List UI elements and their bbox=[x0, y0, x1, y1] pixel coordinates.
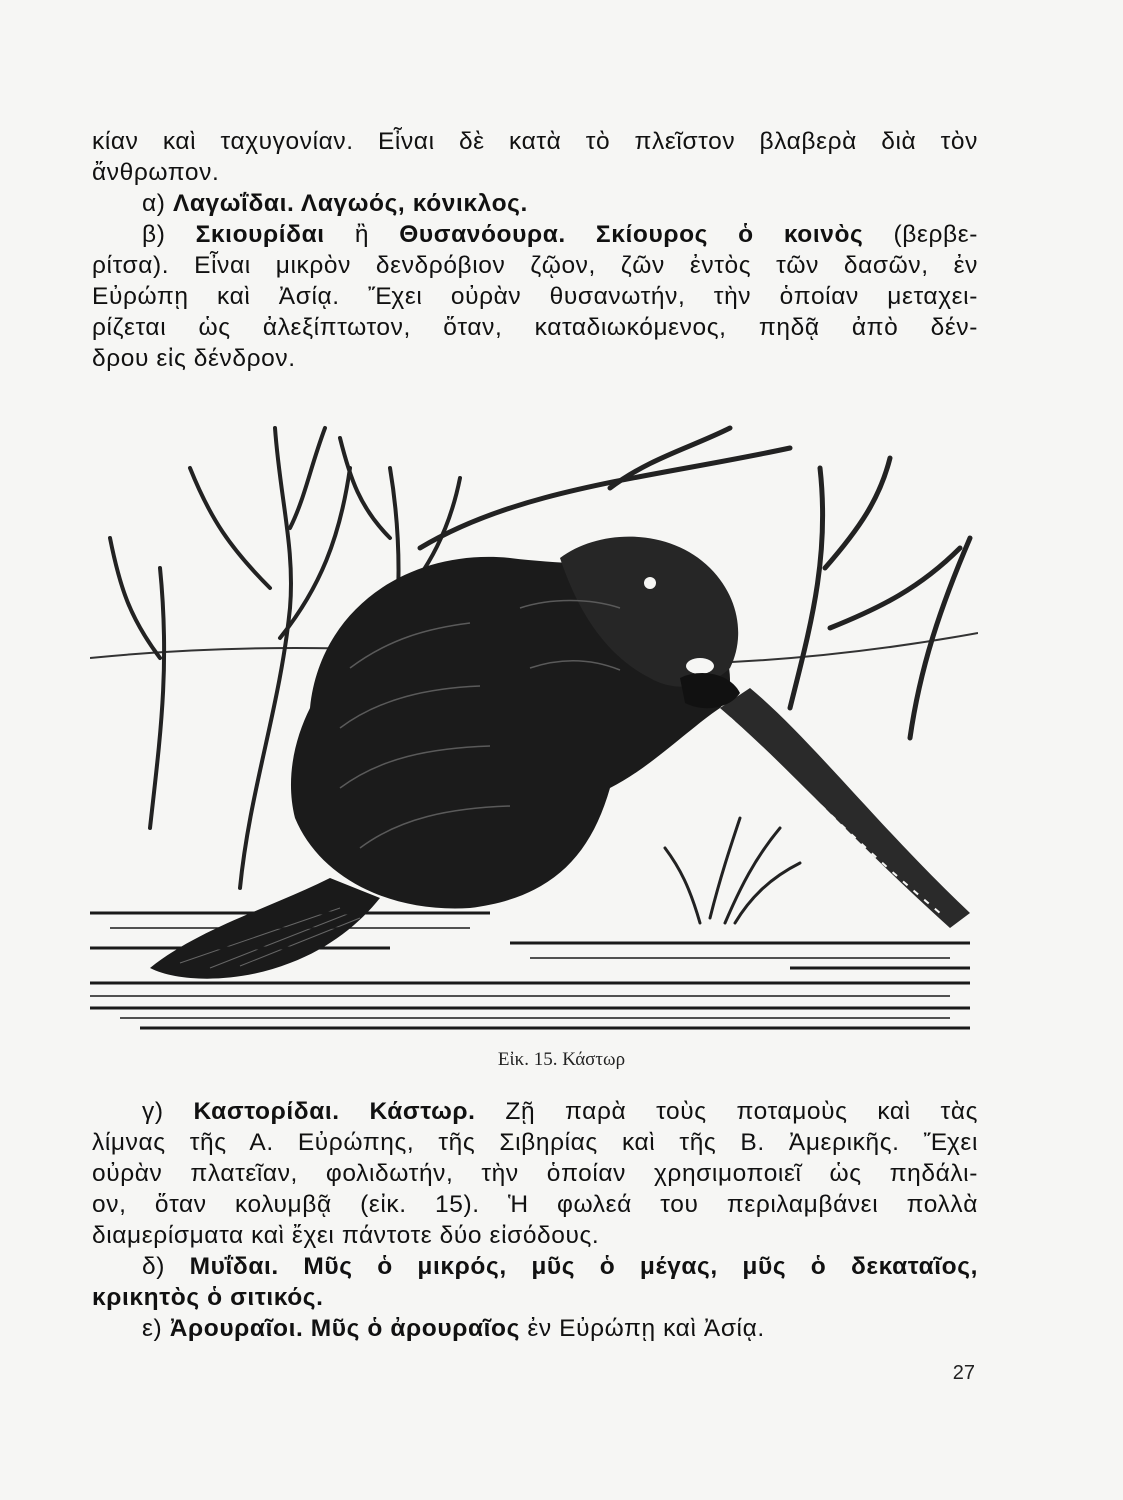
section-g-heading: γ) Καστορίδαι. Κάστωρ. Ζῇ παρὰ τοὺς ποταμοὺς καὶ τὰς bbox=[142, 1098, 978, 1125]
text-line: κρικητὸς ὁ σιτικός. bbox=[92, 1284, 324, 1311]
text-line: Εὐρώπῃ καὶ Ἀσίᾳ. Ἔχει οὐρὰν θυσανωτήν, τὴν ὁποίαν μεταχει- bbox=[92, 283, 978, 310]
beaver-engraving-image bbox=[90, 408, 978, 1036]
section-d-heading: δ) Μυΐδαι. Μῦς ὁ μικρός, μῦς ὁ μέγας, μῦς ὁ δεκαταῖος, bbox=[142, 1253, 978, 1280]
section-e-heading: ε) Ἀρουραῖοι. Μῦς ὁ ἀρουραῖος ἐν Εὐρώπῃ καὶ Ἀσίᾳ. bbox=[142, 1315, 765, 1342]
text-line: οὐρὰν πλατεῖαν, φολιδωτήν, τὴν ὁποίαν χρησιμοποιεῖ ὡς πηδάλι- bbox=[92, 1160, 978, 1187]
text-line: λίμνας τῆς Α. Εὐρώπης, τῆς Σιβηρίας καὶ τῆς Β. Ἀμερικῆς. Ἔχει bbox=[92, 1129, 978, 1156]
beaver-illustration bbox=[90, 408, 978, 1036]
text-line: κίαν καὶ ταχυγονίαν. Εἶναι δὲ κατὰ τὸ πλεῖστον βλαβερὰ διὰ τὸν bbox=[92, 128, 978, 155]
text-line: ρίζεται ὡς ἀλεξίπτωτον, ὅταν, καταδιωκόμενος, πηδᾷ ἀπὸ δέν- bbox=[92, 314, 978, 341]
text-line: ον, ὅταν κολυμβᾷ (εἰκ. 15). Ἡ φωλεά του περιλαμβάνει πολλὰ bbox=[92, 1191, 978, 1218]
figure-caption: Εἰκ. 15. Κάστωρ bbox=[497, 1049, 626, 1070]
top-text-block bbox=[92, 126, 978, 374]
section-a-heading: α) Λαγωΐδαι. Λαγωός, κόνικλος. bbox=[142, 190, 528, 217]
text-line: δρου εἰς δένδρον. bbox=[92, 345, 296, 372]
text-line: ρίτσα). Εἶναι μικρὸν δενδρόβιον ζῷον, ζῶν ἐντὸς τῶν δασῶν, ἐν bbox=[92, 252, 978, 279]
text-line: ἄνθρωπον. bbox=[92, 159, 220, 186]
page-number: 27 bbox=[952, 1362, 975, 1384]
text-line: διαμερίσματα καὶ ἔχει πάντοτε δύο εἰσόδους. bbox=[92, 1222, 600, 1249]
bottom-text-block bbox=[92, 1096, 978, 1344]
section-b-heading: β) Σκιουρίδαι ἢ Θυσανόουρα. Σκίουρος ὁ κοινὸς (βερβε- bbox=[142, 221, 979, 248]
